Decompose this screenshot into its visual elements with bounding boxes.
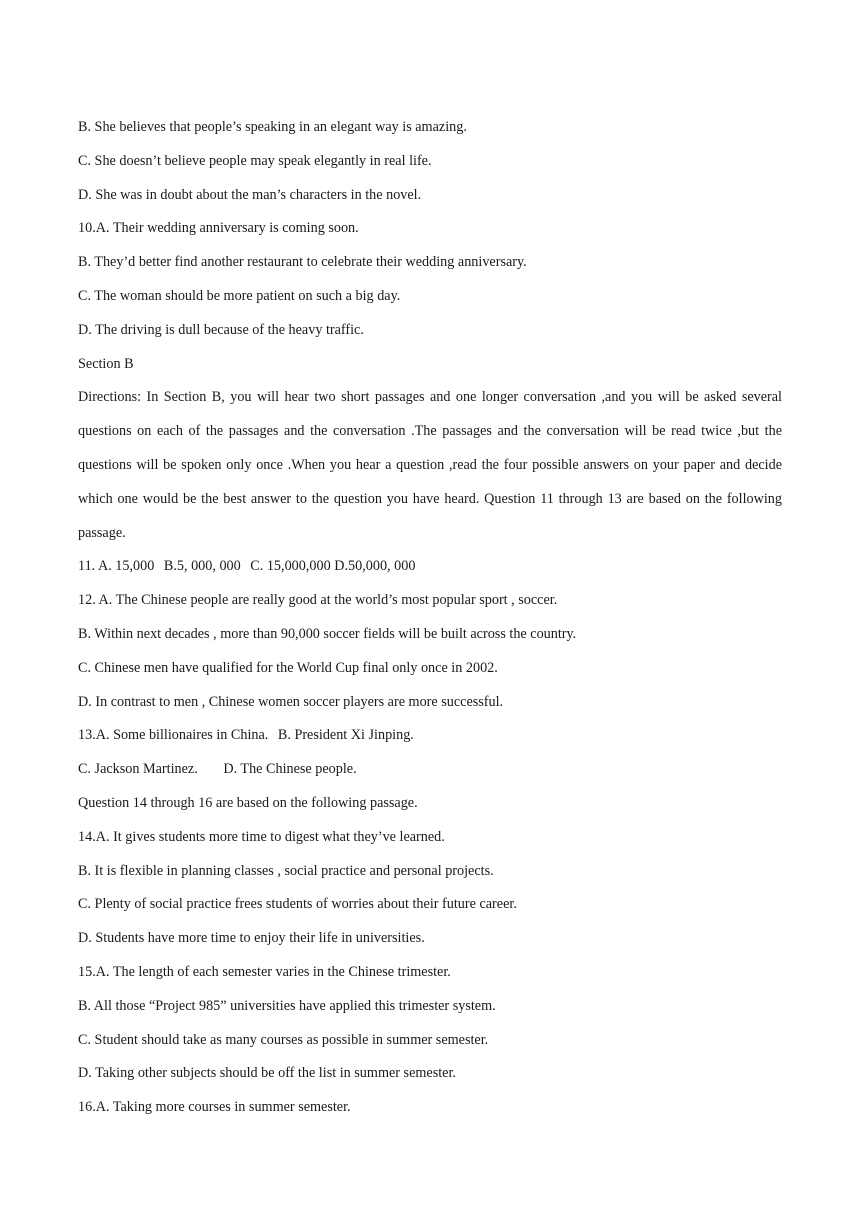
q15-option-c: C. Student should take as many courses as possible in summer semester. <box>78 1031 489 1048</box>
section-heading: Section B <box>78 355 134 372</box>
section-directions: Directions: In Section B, you will hear two short passages and one longer conversation ,and you will be asked several questions on each of the passages and the conversation .The passages and the conversation will be read twice ,but the questions will be spoken only once .When you hear a question ,read the four possible answers on your paper and decide which one would be the best answer to the question you have heard. Question 11 through 13 are based on the following passage. <box>78 389 782 541</box>
q13-option-a: 13.A. Some billionaires in China. <box>78 727 269 744</box>
q14-option-b: B. It is flexible in planning classes , social practice and personal projects. <box>78 862 494 879</box>
q12-option-b: B. Within next decades , more than 90,000 soccer fields will be built across the country. <box>78 625 577 642</box>
q11-option-c: C. 15,000,000 <box>250 558 331 575</box>
q11-option-a: 11. A. 15,000 <box>78 558 155 575</box>
q16-option-a: 16.A. Taking more courses in summer semester. <box>78 1099 351 1116</box>
q13-options-ab <box>78 719 782 753</box>
q13-option-d: D. The Chinese people. <box>223 761 357 778</box>
q15-option-b: B. All those “Project 985” universities have applied this trimester system. <box>78 997 496 1014</box>
q14-option-c: C. Plenty of social practice frees students of worries about their future career. <box>78 896 517 913</box>
q13-option-b: B. President Xi Jinping. <box>277 727 414 744</box>
q13-option-c: C. Jackson Martinez. <box>78 761 198 778</box>
q11-options <box>78 550 782 584</box>
q10-option-d: D. The driving is dull because of the heavy traffic. <box>78 321 364 338</box>
q10-option-a: 10.A. Their wedding anniversary is coming soon. <box>78 220 359 237</box>
q12-option-d: D. In contrast to men , Chinese women soccer players are more successful. <box>78 693 504 710</box>
q9-option-c: C. She doesn’t believe people may speak elegantly in real life. <box>78 152 432 169</box>
q13-options-cd <box>78 753 782 787</box>
q10-option-b: B. They’d better find another restaurant to celebrate their wedding anniversary. <box>78 254 527 271</box>
q15-option-a: 15.A. The length of each semester varies in the Chinese trimester. <box>78 963 451 980</box>
q9-option-d: D. She was in doubt about the man’s characters in the novel. <box>78 186 422 203</box>
q11-option-b: B.5, 000, 000 <box>163 558 241 575</box>
passage-intro-14-16: Question 14 through 16 are based on the following passage. <box>78 794 418 811</box>
q14-option-d: D. Students have more time to enjoy their life in universities. <box>78 930 425 947</box>
q10-option-c: C. The woman should be more patient on such a big day. <box>78 287 401 304</box>
q15-option-d: D. Taking other subjects should be off the list in summer semester. <box>78 1065 456 1082</box>
q9-option-b: B. She believes that people’s speaking in an elegant way is amazing. <box>78 119 467 135</box>
q12-option-a: 12. A. The Chinese people are really good at the world’s most popular sport , soccer. <box>78 592 558 609</box>
q14-option-a: 14.A. It gives students more time to digest what they’ve learned. <box>78 828 445 845</box>
document-page <box>78 111 782 1125</box>
q12-option-c: C. Chinese men have qualified for the World Cup final only once in 2002. <box>78 659 498 676</box>
q11-option-d: D.50,000, 000 <box>334 558 416 575</box>
